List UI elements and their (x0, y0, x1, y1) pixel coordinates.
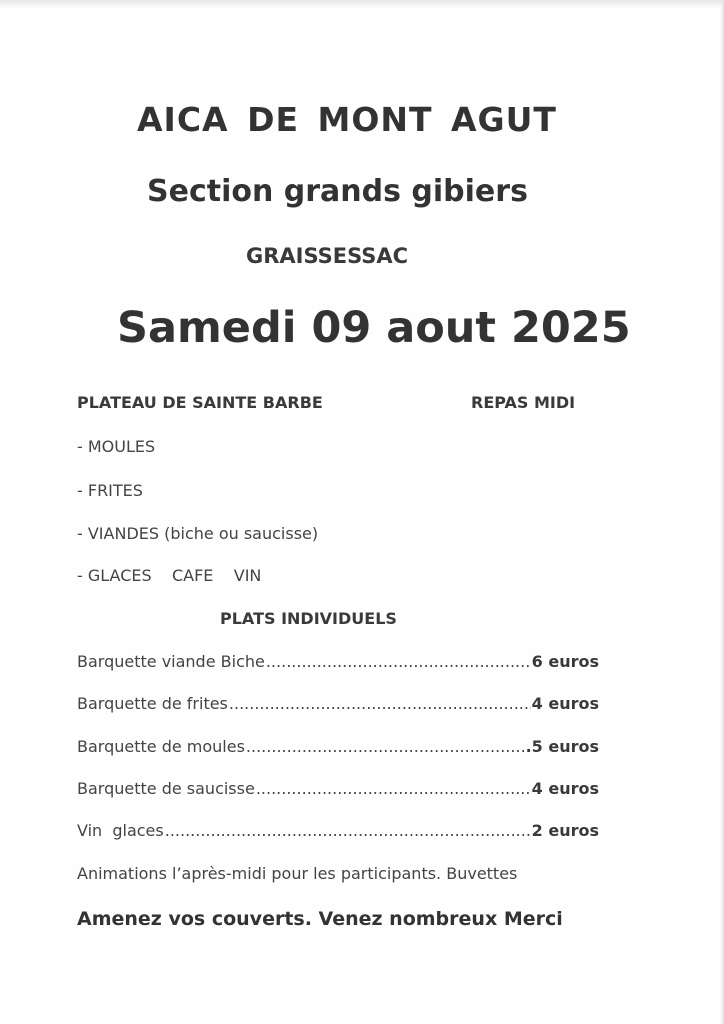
price-row-price: 6 euros (531, 652, 599, 671)
dot-leader (165, 821, 531, 840)
price-row (77, 652, 599, 671)
event-meal: REPAS MIDI (471, 393, 576, 412)
price-row-label: Barquette de frites (77, 694, 228, 713)
closing-note: Amenez vos couverts. Venez nombreux Merci (77, 908, 563, 930)
price-row (77, 694, 599, 713)
price-row (77, 821, 599, 840)
dot-leader (246, 737, 525, 756)
plats-title: PLATS INDIVIDUELS (220, 609, 397, 628)
dot-leader (266, 652, 531, 671)
event-date: Samedi 09 aout 2025 (117, 303, 631, 353)
dot-leader (229, 694, 531, 713)
location-title: GRAISSESSAC (246, 244, 409, 268)
menu-item-viandes: - VIANDES (biche ou saucisse) (77, 524, 319, 543)
price-row-price: 2 euros (531, 821, 599, 840)
event-place: PLATEAU DE SAINTE BARBE (77, 393, 323, 412)
menu-item-glaces-cafe-vin: - GLACES CAFE VIN (77, 566, 262, 585)
price-row-label: Barquette viande Biche (77, 652, 265, 671)
price-row-label: Barquette de moules (77, 737, 245, 756)
scan-edge-top (0, 0, 724, 8)
menu-item-moules: - MOULES (77, 437, 156, 456)
price-row-price: 4 euros (531, 779, 599, 798)
price-row (77, 737, 599, 756)
price-row (77, 779, 599, 798)
price-row-price: 4 euros (531, 694, 599, 713)
dot-leader (256, 779, 531, 798)
menu-item-frites: - FRITES (77, 481, 143, 500)
price-row-label: Barquette de saucisse (77, 779, 255, 798)
section-title: Section grands gibiers (147, 174, 528, 209)
price-row-price: .5 euros (525, 737, 599, 756)
scan-edge-right (720, 0, 724, 1024)
price-row-label: Vin glaces (77, 821, 164, 840)
association-title: AICA DE MONT AGUT (137, 100, 557, 139)
animations-note: Animations l’après-midi pour les participants. Buvettes (77, 864, 518, 883)
